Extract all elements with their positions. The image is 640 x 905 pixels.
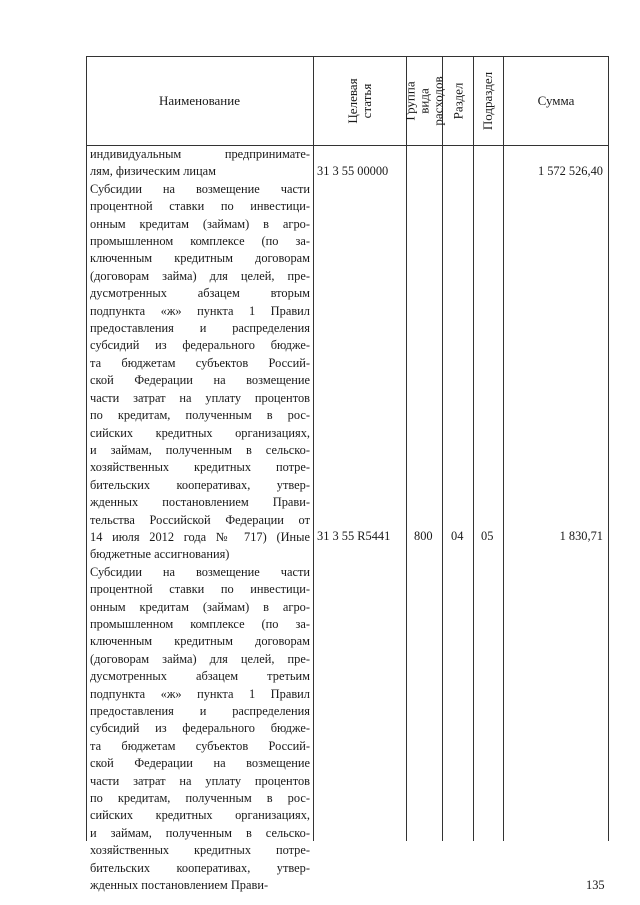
name-line: Субсидии на возмещение части [90, 181, 310, 196]
col-border-article [406, 56, 407, 841]
header-subsection-text: Подраздел [480, 71, 496, 130]
name-line: процентной ставки по инвестици- [90, 199, 310, 214]
row-1-section: 04 [451, 529, 464, 543]
name-line: ключенным кредитным договорам [90, 251, 310, 266]
name-line: жденных постановлением Прави- [90, 878, 269, 893]
name-line: бюджетные ассигнования) [90, 547, 230, 562]
name-line: (договорам займа) для целей, пре- [90, 268, 310, 283]
name-line: промышленном комплексе (по за- [90, 616, 310, 631]
header-subsection [474, 56, 503, 145]
name-line: ской Федерации на возмещение [90, 373, 310, 388]
name-line: по кредитам, полученным в рос- [90, 791, 310, 806]
col-border-group [442, 56, 443, 841]
header-sum [504, 56, 608, 145]
name-line: ской Федерации на возмещение [90, 756, 310, 771]
name-line: дусмотренных абзацем третьим [90, 669, 310, 684]
name-line: 14 июля 2012 года № 717) (Иные [90, 529, 310, 544]
name-line: та бюджетам субъектов Россий- [90, 738, 310, 753]
row-1-subsection: 05 [481, 529, 494, 543]
name-line: (договорам займа) для целей, пре- [90, 651, 310, 666]
row-0-article: 31 3 55 00000 [317, 164, 389, 178]
header-article-text: Целевая статья [345, 77, 374, 124]
header-name-text: Наименование [159, 92, 240, 108]
row-0-sum: 1 572 526,40 [537, 164, 603, 178]
name-lines [90, 146, 310, 894]
name-line: подпункта «ж» пункта 1 Правил [90, 686, 310, 701]
name-line: онным кредитам (займам) в агро- [90, 599, 310, 614]
header-name [86, 56, 313, 145]
row-1-group: 800 [414, 529, 433, 543]
name-line: части затрат на уплату процентов [90, 390, 310, 405]
name-line: Субсидии на возмещение части [90, 564, 310, 579]
col-border-left [86, 56, 87, 841]
name-line: сийских кредитных организациях, [90, 808, 310, 823]
col-border-name [313, 56, 314, 841]
name-line: хозяйственных кредитных потре- [90, 843, 310, 858]
name-line: сийских кредитных организациях, [90, 425, 310, 440]
name-line: подпункта «ж» пункта 1 Правил [90, 303, 310, 318]
col-border-section [473, 56, 474, 841]
name-line: предоставления и распределения [90, 321, 310, 336]
header-group-text: Группа вида расходов [402, 75, 446, 126]
name-line: тельства Российской Федерации от [90, 512, 310, 527]
name-line: предоставления и распределения [90, 704, 310, 718]
name-line: жденных постановлением Прави- [90, 495, 310, 510]
name-line: дусмотренных абзацем вторым [90, 286, 310, 301]
page-number: 135 [586, 878, 605, 892]
col-border-subsection [503, 56, 504, 841]
name-line: субсидий из федерального бюдже- [90, 338, 310, 353]
name-line: и займам, полученным в сельско- [90, 442, 310, 457]
name-line: индивидуальным предпринимате- [90, 147, 310, 161]
name-line: бительских кооперативах, утвер- [90, 860, 310, 875]
budget-table [86, 56, 609, 893]
name-line: процентной ставки по инвестици- [90, 582, 310, 597]
name-line: субсидий из федерального бюдже- [90, 721, 310, 736]
name-line: хозяйственных кредитных потре- [90, 460, 310, 475]
name-line: части затрат на уплату процентов [90, 773, 310, 788]
name-line: по кредитам, полученным в рос- [90, 408, 310, 423]
name-line: бительских кооперативах, утвер- [90, 477, 310, 492]
name-column [90, 146, 310, 894]
header-section [443, 56, 473, 145]
name-line: та бюджетам субъектов Россий- [90, 355, 310, 370]
header-section-text: Раздел [450, 82, 465, 119]
row-1-article: 31 3 55 R5441 [317, 529, 391, 543]
header-article [314, 56, 406, 145]
header-sum-text: Сумма [537, 92, 575, 108]
name-line: ключенным кредитным договорам [90, 634, 310, 649]
name-line: промышленном комплексе (по за- [90, 234, 310, 249]
name-line: онным кредитам (займам) в агро- [90, 216, 310, 231]
row-1-sum: 1 830,71 [559, 529, 603, 543]
name-line: лям, физическим лицам [90, 164, 217, 179]
header-group [402, 56, 446, 145]
col-border-right [608, 56, 609, 841]
name-line: и займам, полученным в сельско- [90, 825, 310, 840]
